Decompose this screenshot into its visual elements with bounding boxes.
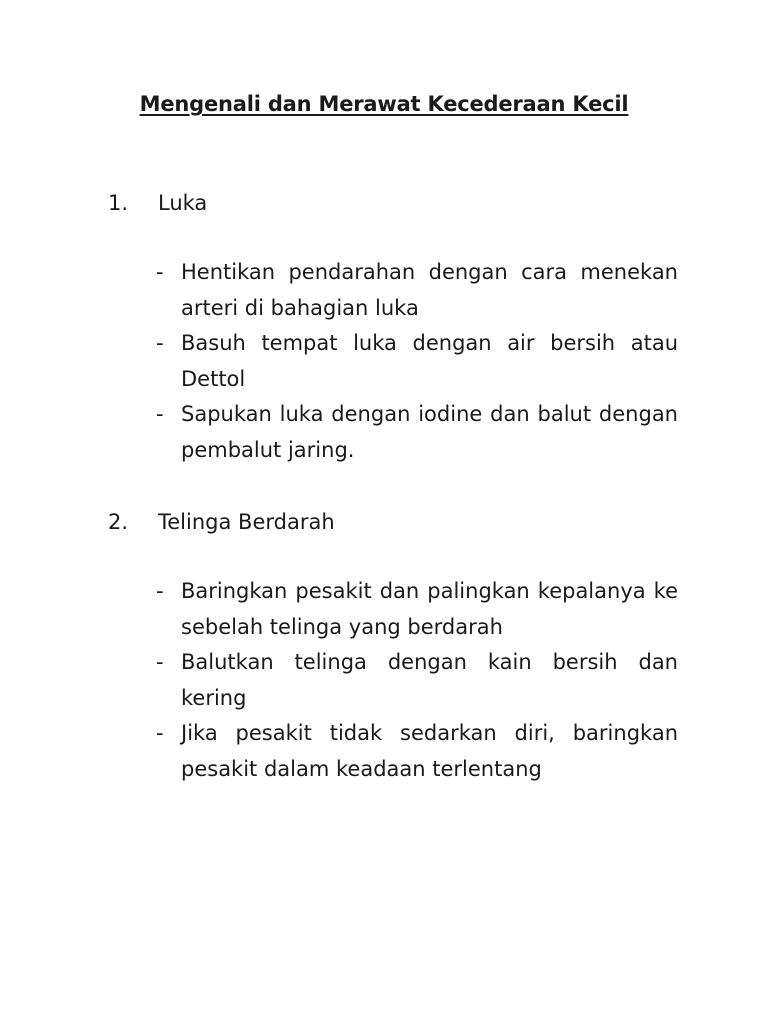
section-heading xyxy=(108,188,678,218)
section-luka xyxy=(108,188,678,478)
section-telinga-berdarah xyxy=(108,507,678,867)
list-item-text: Basuh tempat luka dengan air bersih atau Dettol xyxy=(181,331,678,391)
bullet-list xyxy=(156,574,678,787)
bullet-dash: - xyxy=(156,721,164,745)
section-heading xyxy=(108,507,678,537)
section-number: 2. xyxy=(108,510,129,534)
bullet-dash: - xyxy=(156,260,164,284)
section-number: 1. xyxy=(108,191,129,215)
list-item-text: Sapukan luka dengan iodine dan balut dengan pembalut jaring. xyxy=(181,402,678,462)
document-title: Mengenali dan Merawat Kecederaan Kecil xyxy=(139,92,629,116)
bullet-list xyxy=(156,255,678,468)
section-title: Luka xyxy=(158,191,208,215)
list-item xyxy=(156,574,678,645)
list-item xyxy=(156,716,678,787)
list-item xyxy=(156,326,678,397)
bullet-dash: - xyxy=(156,331,164,355)
bullet-dash: - xyxy=(156,579,164,603)
list-item-text: Jika pesakit tidak sedarkan diri, baringkan pesakit dalam keadaan terlentang xyxy=(181,721,678,781)
list-item xyxy=(156,397,678,468)
list-item xyxy=(156,645,678,716)
list-item-text: Balutkan telinga dengan kain bersih dan kering xyxy=(181,650,678,710)
list-item-text: Baringkan pesakit dan palingkan kepalanya ke sebelah telinga yang berdarah xyxy=(181,579,678,639)
list-item-text: Hentikan pendarahan dengan cara menekan arteri di bahagian luka xyxy=(181,260,678,320)
bullet-dash: - xyxy=(156,650,164,674)
section-title: Telinga Berdarah xyxy=(158,510,335,534)
bullet-dash: - xyxy=(156,402,164,426)
list-item xyxy=(156,255,678,326)
